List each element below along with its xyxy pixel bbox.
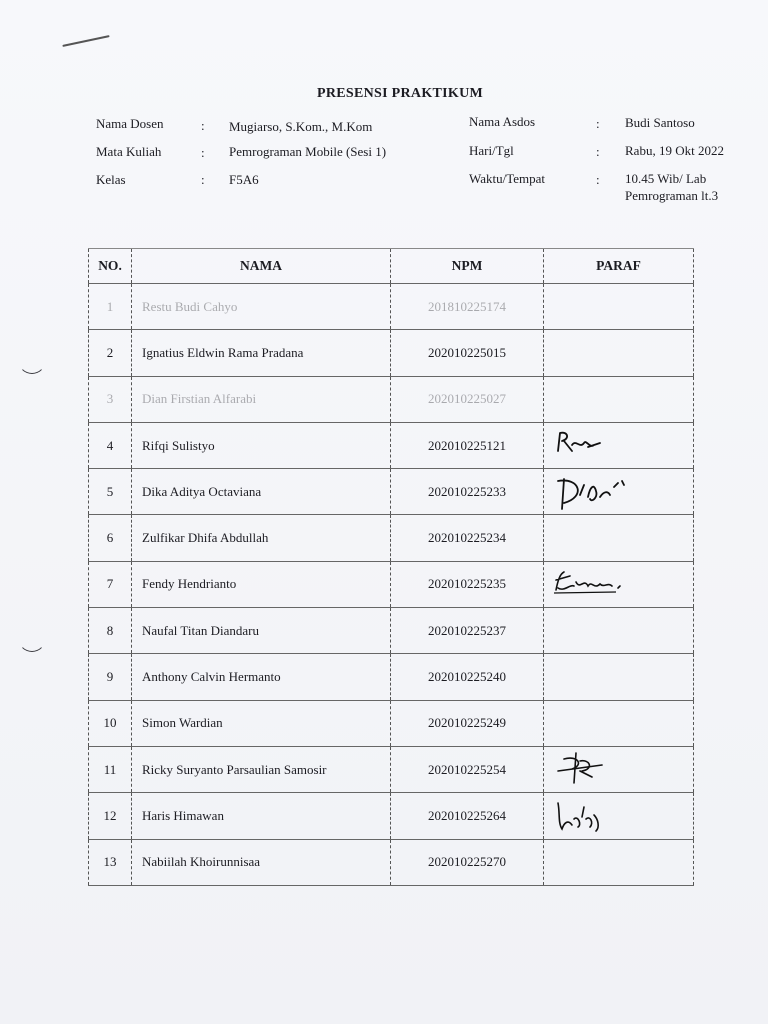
cell-no: 13: [89, 839, 132, 885]
table-row: [89, 746, 694, 792]
cell-nama: Rifqi Sulistyo: [132, 422, 391, 468]
cell-paraf: [544, 422, 694, 468]
meta-colon: :: [596, 116, 600, 131]
table-row: [89, 515, 694, 561]
table-row: [89, 700, 694, 746]
cell-paraf: [544, 284, 694, 330]
cell-paraf: [544, 330, 694, 376]
header-paraf: PARAF: [544, 249, 694, 284]
meta-label-dosen: Nama Dosen: [96, 116, 164, 131]
meta-value-waktu: 10.45 Wib/ Lab: [625, 171, 707, 186]
pen-mark: [62, 35, 109, 47]
signature-mark: [550, 797, 610, 837]
cell-paraf: [544, 561, 694, 607]
cell-paraf: [544, 515, 694, 561]
cell-no: 12: [89, 793, 132, 839]
meta-label-asdos: Nama Asdos: [469, 114, 536, 129]
meta-label-haritgl: Hari/Tgl: [469, 143, 514, 158]
table-row: [89, 608, 694, 654]
cell-no: 9: [89, 654, 132, 700]
meta-colon: :: [596, 172, 600, 187]
table-row: [89, 654, 694, 700]
cell-npm: 202010225249: [391, 700, 544, 746]
cell-nama: Ignatius Eldwin Rama Pradana: [132, 330, 391, 376]
signature-mark: [550, 427, 610, 461]
cell-paraf: [544, 654, 694, 700]
table-row: [89, 284, 694, 330]
cell-no: 1: [89, 284, 132, 330]
header-nama: NAMA: [132, 249, 391, 284]
cell-npm: 202010225233: [391, 469, 544, 515]
cell-no: 5: [89, 469, 132, 515]
cell-npm: 202010225254: [391, 746, 544, 792]
cell-paraf: [544, 376, 694, 422]
table-row: [89, 561, 694, 607]
cell-no: 2: [89, 330, 132, 376]
cell-nama: Dian Firstian Alfarabi: [132, 376, 391, 422]
cell-paraf: [544, 746, 694, 792]
header-no: NO.: [89, 249, 132, 284]
cell-npm: 202010225270: [391, 839, 544, 885]
cell-paraf: [544, 608, 694, 654]
table-row: [89, 376, 694, 422]
cell-nama: Anthony Calvin Hermanto: [132, 654, 391, 700]
cell-no: 7: [89, 561, 132, 607]
meta-colon: :: [201, 172, 205, 187]
cell-npm: 202010225121: [391, 422, 544, 468]
cell-nama: Nabiilah Khoirunnisaa: [132, 839, 391, 885]
signature-mark: [550, 473, 640, 517]
table-row: [89, 839, 694, 885]
meta-label-waktu: Waktu/Tempat: [469, 171, 546, 186]
cell-nama: Zulfikar Dhifa Abdullah: [132, 515, 391, 561]
signature-mark: [550, 751, 610, 789]
cell-no: 6: [89, 515, 132, 561]
cell-no: 8: [89, 608, 132, 654]
table-row: [89, 330, 694, 376]
cell-npm: 202010225237: [391, 608, 544, 654]
meta-colon: :: [596, 144, 600, 159]
cell-nama: Fendy Hendrianto: [132, 561, 391, 607]
punch-hole-mark: [18, 346, 46, 374]
header-npm: NPM: [391, 249, 544, 284]
cell-nama: Simon Wardian: [132, 700, 391, 746]
meta-label-kelas: Kelas: [96, 172, 126, 187]
table-header-row: [89, 249, 694, 284]
cell-nama: Restu Budi Cahyo: [132, 284, 391, 330]
cell-no: 3: [89, 376, 132, 422]
meta-label-matkul: Mata Kuliah: [96, 144, 162, 159]
cell-nama: Haris Himawan: [132, 793, 391, 839]
meta-value-asdos: Budi Santoso: [625, 115, 695, 130]
table-row: [89, 469, 694, 515]
cell-no: 10: [89, 700, 132, 746]
table-row: [89, 422, 694, 468]
cell-paraf: [544, 793, 694, 839]
meta-colon: :: [201, 118, 205, 133]
cell-npm: 202010225015: [391, 330, 544, 376]
cell-no: 4: [89, 422, 132, 468]
meta-value-haritgl: Rabu, 19 Okt 2022: [625, 143, 724, 158]
cell-npm: 202010225027: [391, 376, 544, 422]
meta-colon: :: [201, 145, 205, 160]
table-row: [89, 793, 694, 839]
cell-npm: 202010225264: [391, 793, 544, 839]
meta-value-waktu-line2: Pemrograman lt.3: [625, 188, 719, 203]
meta-value-kelas: F5A6: [229, 172, 259, 187]
cell-no: 11: [89, 746, 132, 792]
cell-paraf: [544, 839, 694, 885]
cell-paraf: [544, 700, 694, 746]
cell-npm: 202010225235: [391, 561, 544, 607]
punch-hole-mark: [18, 624, 46, 652]
document-title: PRESENSI PRAKTIKUM: [316, 86, 484, 101]
meta-value-dosen: Mugiarso, S.Kom., M.Kom: [229, 119, 373, 134]
cell-npm: 202010225240: [391, 654, 544, 700]
signature-mark: [550, 566, 630, 600]
cell-paraf: [544, 469, 694, 515]
cell-npm: 202010225234: [391, 515, 544, 561]
cell-nama: Naufal Titan Diandaru: [132, 608, 391, 654]
attendance-table: [88, 248, 694, 886]
cell-nama: Ricky Suryanto Parsaulian Samosir: [132, 746, 391, 792]
cell-npm: 201810225174: [391, 284, 544, 330]
cell-nama: Dika Aditya Octaviana: [132, 469, 391, 515]
meta-value-matkul: Pemrograman Mobile (Sesi 1): [229, 144, 387, 159]
